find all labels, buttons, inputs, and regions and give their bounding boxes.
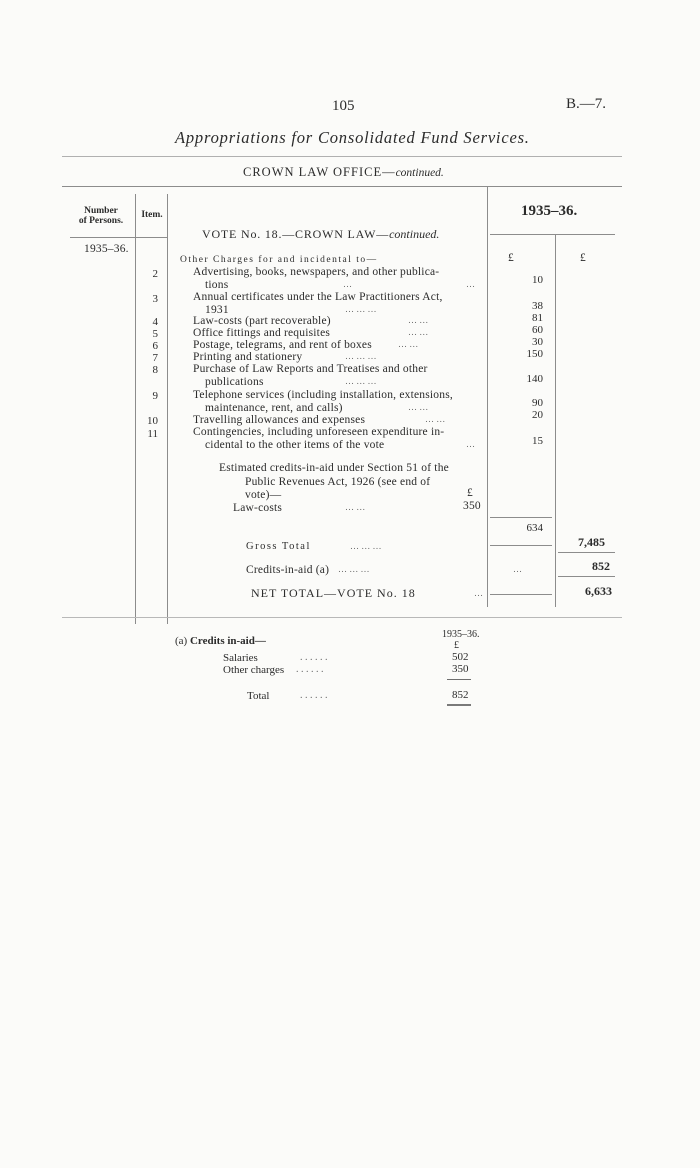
item-amount: 38	[532, 300, 543, 312]
column-divider-amount	[487, 187, 488, 607]
currency-symbol-2: £	[580, 252, 586, 264]
table-top-rule	[62, 186, 622, 187]
item-amount: 15	[532, 435, 543, 447]
footnote-total-amount: 852	[452, 689, 469, 701]
section-code: B.—7.	[566, 96, 607, 112]
leader-dots: … … …	[345, 376, 377, 386]
item-number: 10	[147, 415, 158, 427]
footnote-total-label: Total	[247, 690, 270, 702]
footnote-year: 1935–36.	[442, 629, 480, 640]
item-description: Office fittings and requisites	[193, 327, 331, 339]
page-title: Appropriations for Consolidated Fund Services.	[175, 128, 530, 147]
item-amount: 150	[526, 348, 543, 360]
footnote-other-label: Other charges	[223, 664, 285, 676]
footnote-sum-rule	[447, 679, 471, 680]
gross-total-amount: 7,485	[578, 535, 605, 549]
credits-note-currency: £	[467, 487, 473, 499]
credits-note-line2: Public Revenues Act, 1926 (see end of	[245, 476, 431, 488]
item-amount: 30	[532, 336, 543, 348]
item-description: Telephone services (including installation, extensions,	[193, 389, 453, 401]
credits-note-line1: Estimated credits-in-aid under Section 51 of the	[219, 462, 449, 474]
net-total-amount: 6,633	[585, 584, 612, 598]
header-underline-left	[70, 237, 168, 238]
item-description: Printing and stationery	[193, 351, 303, 363]
gross-underline	[558, 552, 615, 553]
leader-dots: . . . . . .	[296, 664, 324, 675]
header-rule	[62, 156, 622, 157]
item-amount: 81	[532, 312, 543, 324]
item-amount: 140	[526, 373, 543, 385]
net-rule	[490, 594, 552, 595]
item-amount: 60	[532, 324, 543, 336]
item-description: Postage, telegrams, and rent of boxes	[193, 339, 372, 351]
table-bottom-rule	[62, 617, 622, 618]
leader-dots: …	[466, 439, 475, 449]
leader-dots: …	[343, 279, 352, 289]
header-underline-right	[490, 234, 615, 235]
item-number: 9	[152, 390, 158, 402]
leader-dots: … …	[408, 315, 429, 325]
leader-dots: …	[513, 564, 522, 574]
item-description-cont: publications	[205, 376, 264, 388]
persons-column-header: Number of Persons.	[78, 206, 124, 226]
vote-title: VOTE No. 18.—CROWN LAW—continued.	[202, 227, 440, 241]
item-number: 3	[152, 293, 158, 305]
footnote-currency: £	[454, 640, 459, 651]
leader-dots: … …	[408, 402, 429, 412]
item-description-cont: 1931	[205, 304, 229, 316]
column-divider-total	[555, 235, 556, 607]
credits-note-item: Law-costs	[233, 502, 283, 514]
item-amount: 90	[532, 397, 543, 409]
column-divider-persons	[135, 194, 136, 624]
credits-in-aid-label: Credits-in-aid (a)	[246, 564, 330, 576]
gross-total-label: Gross Total	[246, 541, 311, 552]
item-description: Contingencies, including unforeseen expenditure in-	[193, 426, 445, 438]
item-number: 7	[152, 352, 158, 364]
item-number: 2	[152, 268, 158, 280]
column-divider-item	[167, 194, 168, 624]
item-number: 11	[147, 428, 158, 440]
credits-underline	[558, 576, 615, 577]
credits-note-line3: vote)—	[245, 489, 282, 501]
page-subtitle: CROWN LAW OFFICE—continued.	[243, 165, 444, 179]
item-description-cont: maintenance, rent, and calls)	[205, 402, 343, 414]
item-description: Travelling allowances and expenses	[193, 414, 366, 426]
leader-dots: … …	[345, 502, 366, 512]
item-number: 4	[152, 316, 158, 328]
item-description: Advertising, books, newspapers, and other publica-	[193, 266, 440, 278]
leader-dots: …	[474, 588, 483, 598]
leader-dots: … …	[425, 414, 446, 424]
credits-in-aid-amount: 852	[592, 559, 610, 573]
year-column-header: 1935–36.	[521, 203, 578, 219]
other-charges-heading: Other Charges for and incidental to—	[180, 255, 378, 265]
leader-dots: … … …	[338, 564, 370, 574]
item-amount: 20	[532, 409, 543, 421]
item-column-header: Item.	[141, 210, 163, 220]
item-description-cont: tions	[205, 279, 229, 291]
leader-dots: … … …	[345, 351, 377, 361]
item-description: Purchase of Law Reports and Treatises and other	[193, 363, 428, 375]
item-number: 6	[152, 340, 158, 352]
footnote-salaries-label: Salaries	[223, 652, 258, 664]
leader-dots: . . . . . .	[300, 652, 328, 663]
leader-dots: … … …	[350, 541, 382, 551]
leader-dots: . . . . . .	[300, 690, 328, 701]
net-total-label: NET TOTAL—VOTE No. 18	[251, 586, 416, 600]
footnote-other-amount: 350	[452, 663, 469, 675]
page-number: 105	[332, 98, 355, 114]
item-number: 8	[152, 364, 158, 376]
leader-dots: … …	[408, 327, 429, 337]
credits-note-amount: 350	[463, 500, 481, 512]
footnote-double-rule	[447, 704, 471, 706]
item-description: Annual certificates under the Law Practitioners Act,	[193, 291, 443, 303]
item-amount: 10	[532, 274, 543, 286]
footnote-title: (a) Credits in-aid—	[175, 635, 266, 647]
persons-year: 1935–36.	[84, 243, 129, 255]
footnote-salaries-amount: 502	[452, 651, 469, 663]
leader-dots: … … …	[345, 304, 377, 314]
subtotal-rule	[490, 517, 552, 518]
item-description: Law-costs (part recoverable)	[193, 315, 331, 327]
item-number: 5	[152, 328, 158, 340]
item-description-cont: cidental to the other items of the vote	[205, 439, 385, 451]
currency-symbol-1: £	[508, 252, 514, 264]
leader-dots: …	[466, 279, 475, 289]
subtotal-amount: 634	[526, 522, 543, 534]
leader-dots: … …	[398, 339, 419, 349]
gross-rule	[490, 545, 552, 546]
